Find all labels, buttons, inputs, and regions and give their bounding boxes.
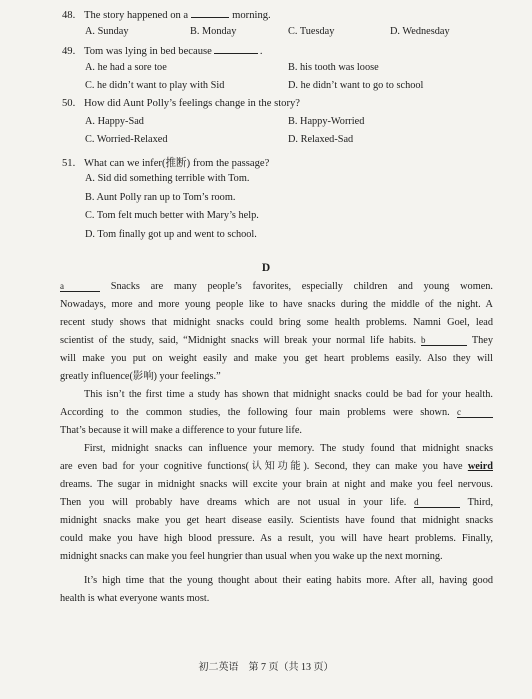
passage-line: a Snacks are many people’s favorites, especially children and young women.: [60, 281, 493, 292]
passage-paragraph-2: [60, 386, 493, 440]
option-50-b: B. Happy-Worried: [288, 116, 365, 127]
passage-line: health is what everyone wants most.: [60, 593, 210, 604]
passage-line: Then you will probably have dreams which are not usual in your life. d Third,: [60, 497, 493, 508]
question-number: 49.: [62, 46, 76, 57]
emphasized-word: weird: [467, 461, 493, 472]
passage-line: That’s because it will make a difference to your future life.: [60, 425, 302, 436]
passage-line: could make you have high blood pressure. As a result, you will have heart problems. Finally,: [60, 533, 493, 544]
question-text-end: .: [259, 46, 263, 57]
question-48: [62, 8, 271, 21]
passage-line: recent study shows that midnight snacks could bring some health problems. Namni Goel, lead: [60, 317, 493, 328]
question-number: 48.: [62, 10, 76, 21]
answer-blank-c: c: [457, 408, 493, 418]
answer-blank-b: b: [421, 336, 467, 346]
question-text-end: morning.: [232, 10, 271, 21]
passage-paragraph-4: [60, 572, 493, 608]
option-49-b: B. his tooth was loose: [288, 62, 379, 73]
question-text: What can we infer(推断) from the passage?: [84, 158, 270, 169]
passage-line: According to the common studies, the following four main problems were shown. c: [60, 404, 493, 422]
answer-blank: [191, 8, 229, 18]
passage-line: scientist of the study, said, “Midnight snacks will break your normal life habits. b They: [60, 335, 493, 346]
option-48-b: B. Monday: [190, 26, 237, 37]
question-50: [62, 98, 300, 109]
option-50-d: D. Relaxed-Sad: [288, 134, 354, 145]
passage-paragraph-1: [60, 278, 493, 386]
option-48-c: C. Tuesday: [288, 26, 335, 37]
section-title: D: [261, 262, 271, 274]
option-48-d: D. Wednesday: [390, 26, 450, 37]
answer-blank-a: a: [60, 282, 100, 292]
answer-blank: [214, 44, 258, 54]
passage-line: This isn’t the first time a study has shown that midnight snacks could be bad for your health.: [84, 389, 493, 400]
passage-paragraph-3: [60, 440, 493, 566]
passage-line: Nowadays, more and more young people like to have snacks during the middle of the night. A: [60, 299, 493, 310]
option-49-c: C. he didn’t want to play with Sid: [85, 80, 225, 91]
question-text: How did Aunt Polly’s feelings change in the story?: [84, 98, 300, 109]
passage-line: will make you put on weight easily and make you get heart problems easily. Also they will: [60, 353, 493, 364]
passage-line: greatly influence(影响) your feelings.”: [60, 371, 221, 382]
option-50-a: A. Happy-Sad: [85, 116, 144, 127]
passage-line: are even bad for your cognitive functions(认知功能). Second, they can make you have weird: [60, 461, 493, 472]
option-51-d: D. Tom finally got up and went to school.: [85, 229, 257, 240]
question-number: 51.: [62, 158, 76, 169]
option-49-d: D. he didn’t want to go to school: [288, 80, 424, 91]
answer-blank-d: d: [414, 498, 460, 508]
passage-line: First, midnight snacks can influence your memory. The study found that midnight snacks: [84, 443, 493, 454]
option-50-c: C. Worried-Relaxed: [85, 134, 168, 145]
question-text: Tom was lying in bed because: [84, 46, 212, 57]
option-49-a: A. he had a sore toe: [85, 62, 167, 73]
question-text: The story happened on a: [84, 10, 189, 21]
passage-line: midnight snacks make you get heart disease easily. Scientists have found that midnight snacks: [60, 515, 493, 526]
question-number: 50.: [62, 98, 76, 109]
page-footer: 初二英语 第 7 页（共 13 页）: [198, 662, 334, 673]
passage-line: dreams. The sugar in midnight snacks will excite your brain at night and make you feel nervous.: [60, 479, 493, 490]
question-51: [62, 155, 269, 170]
question-49: [62, 44, 262, 57]
passage-line: It’s high time that the young thought about their eating habits more. After all, having good: [84, 575, 493, 586]
option-51-c: C. Tom felt much better with Mary’s help.: [85, 210, 259, 221]
passage-line: midnight snacks can make you feel hungrier than usual when you wake up the next morning.: [60, 551, 443, 562]
option-48-a: A. Sunday: [85, 26, 129, 37]
option-51-b: B. Aunt Polly ran up to Tom’s room.: [85, 192, 236, 203]
option-51-a: A. Sid did something terrible with Tom.: [85, 173, 250, 184]
